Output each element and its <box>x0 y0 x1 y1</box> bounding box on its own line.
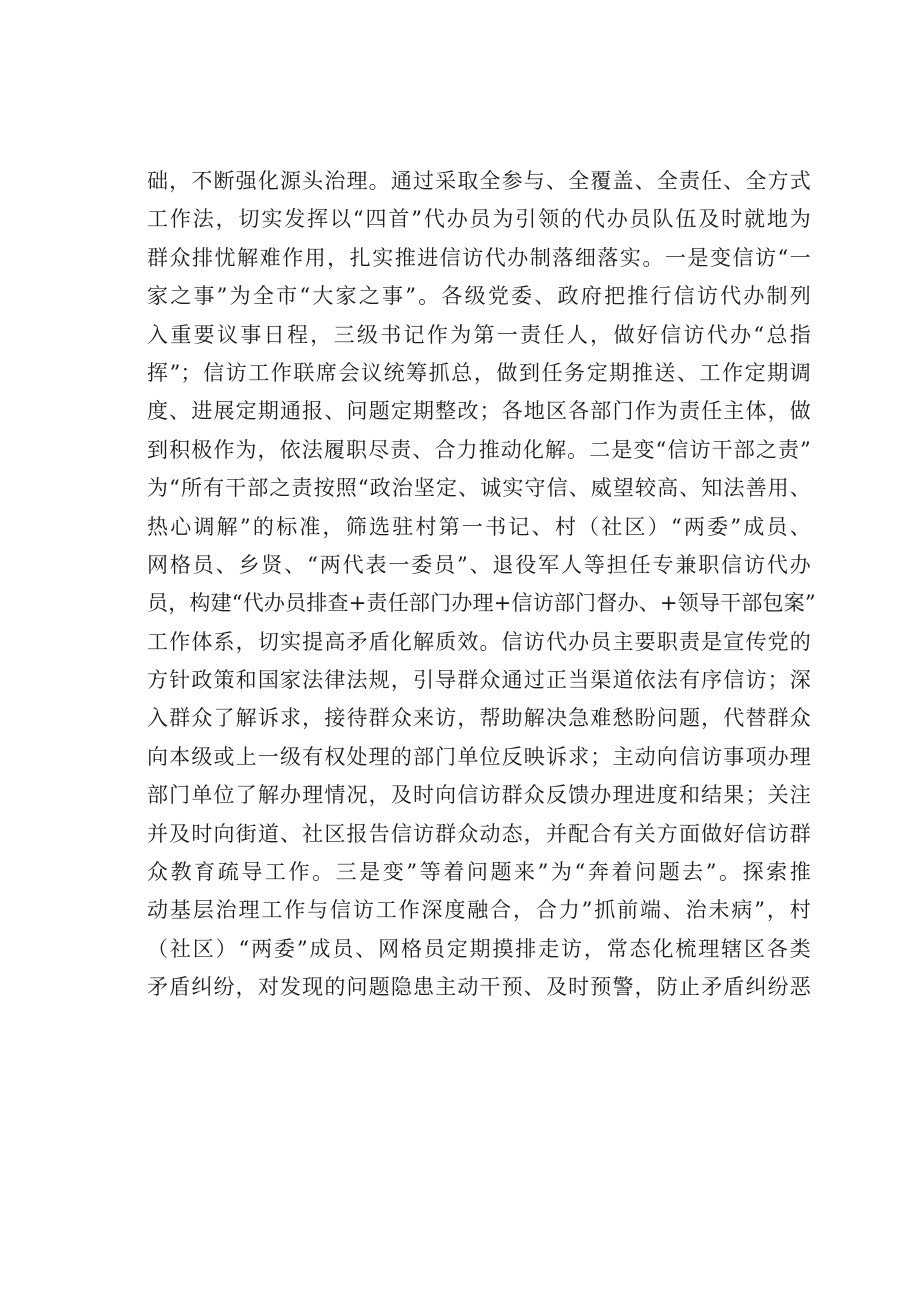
text-line: 入群众了解诉求，接待群众来访，帮助解决急难愁盼问题，代替群众 <box>147 706 811 731</box>
text-line: 众教育疏导工作。三是变”等着问题来”为“奔着问题去”。探索推 <box>147 860 811 885</box>
text-line: 度、进展定期通报、问题定期整改；各地区各部门作为责任主体，做 <box>147 399 811 424</box>
text-line: 工作法，切实发挥以“四首”代办员为引领的代办员队伍及时就地为 <box>147 207 811 232</box>
text-line: 矛盾纠纷，对发现的问题隐患主动干预、及时预警，防止矛盾纠纷恶 <box>147 975 811 1000</box>
text-line: 工作体系，切实提高矛盾化解质效。信访代办员主要职责是宣传党的 <box>147 629 811 654</box>
text-line: 向本级或上一级有权处理的部门单位反映诉求；主动向信访事项办理 <box>147 744 811 769</box>
text-line: 员，构建“代办员排查+责任部门办理+信访部门督办、+领导干部包案” <box>147 591 816 616</box>
body-text <box>147 162 816 1007</box>
text-line: 家之事”为全市“大家之事”。各级党委、政府把推行信访代办制列 <box>147 284 811 309</box>
text-line: 挥”；信访工作联席会议统筹抓总，做到任务定期推送、工作定期调 <box>147 360 811 385</box>
text-line: 群众排忧解难作用，扎实推进信访代办制落细落实。一是变信访“一 <box>147 245 811 270</box>
text-line: （社区）“两委”成员、网格员定期摸排走访，常态化梳理辖区各类 <box>147 936 811 961</box>
text-line: 础，不断强化源头治理。通过采取全参与、全覆盖、全责任、全方式 <box>147 169 811 193</box>
text-line: 到积极作为，依法履职尽责、合力推动化解。二是变“信访干部之责” <box>147 437 811 462</box>
text-line: 方针政策和国家法律法规，引导群众通过正当渠道依法有序信访；深 <box>147 668 811 693</box>
text-line: 入重要议事日程，三级书记作为第一责任人，做好信访代办“总指 <box>147 322 811 347</box>
text-line: 并及时向街道、社区报告信访群众动态，并配合有关方面做好信访群 <box>147 821 811 846</box>
text-line: 动基层治理工作与信访工作深度融合，合力”抓前端、治未病”，村 <box>147 898 811 923</box>
text-line: 网格员、乡贤、“两代表一委员”、退役军人等担任专兼职信访代办 <box>147 552 811 577</box>
text-line: 为“所有干部之责按照“政治坚定、诚实守信、威望较高、知法善用、 <box>147 476 811 501</box>
text-line: 部门单位了解办理情况，及时向信访群众反馈办理进度和结果；关注 <box>147 783 811 808</box>
text-line: 热心调解”的标准，筛选驻村第一书记、村（社区）“两委”成员、 <box>147 514 811 539</box>
